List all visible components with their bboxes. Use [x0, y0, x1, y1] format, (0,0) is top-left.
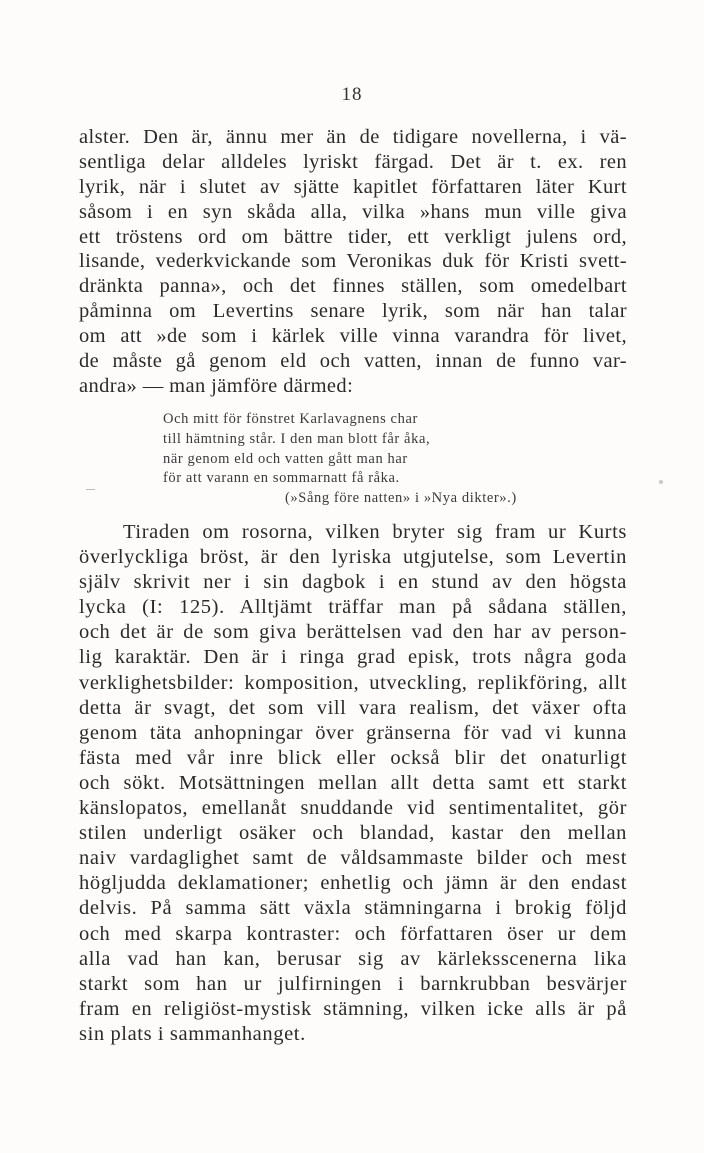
page-number: 18 [341, 84, 363, 105]
text-line: sentliga delar alldeles lyriskt färgad. Det är t. ex. ren [79, 150, 627, 173]
paragraph-2 [79, 520, 627, 1047]
margin-dot [659, 480, 663, 484]
text-line: dränkta panna», och det finnes ställen, som omedelbart [79, 275, 627, 298]
text-line: påminna om Levertins senare lyrik, som när han talar [79, 300, 627, 323]
text-line: ett tröstens ord om bättre tider, ett verkligt julens ord, [79, 225, 627, 248]
text-line: Tiraden om rosorna, vilken bryter sig fram ur Kurts [123, 521, 627, 543]
text-line: starkt som han ur julfirningen i barnkrubban besvärjer [79, 972, 627, 995]
poem-quote [163, 410, 517, 509]
text-line: andra» — man jämföre därmed: [79, 374, 354, 397]
text-line: sin plats i sammanhanget. [79, 1022, 306, 1045]
text-line: lyrik, när i slutet av sjätte kapitlet författaren läter Kurt [79, 175, 627, 198]
poem-line: till hämtning står. I den man blott får åka, [163, 430, 431, 447]
text-line: naiv vardaglighet samt de våldsammaste bilder och mest [79, 847, 627, 870]
text-line: lig karaktär. Den är i ringa grad episk, trots några goda [79, 646, 627, 669]
text-line: alster. Den är, ännu mer än de tidigare novellerna, i vä- [79, 126, 627, 148]
text-line: genom täta anhopningar över gränserna för vad vi kunna [79, 721, 627, 744]
text-line: själv skrivit ner i sin dagbok i en stund av den högsta [79, 571, 627, 594]
text-line: känslopatos, emellanåt snuddande vid sentimentalitet, gör [79, 797, 627, 820]
poem-line: Och mitt för fönstret Karlavagnens char [163, 411, 418, 427]
text-line: alla vad han kan, berusar sig av kärleksscenerna lika [79, 947, 627, 970]
text-line: och det är de som giva berättelsen vad den har av person- [79, 621, 627, 644]
paragraph-1 [79, 125, 627, 399]
text-line: och sökt. Motsättningen mellan allt detta samt ett starkt [79, 771, 627, 794]
text-line: fram en religiöst-mystisk stämning, vilken icke alls är på [79, 997, 627, 1020]
text-line: om att »de som i kärlek ville vinna varandra för livet, [79, 325, 627, 348]
text-line: stilen underligt osäker och blandad, kastar den mellan [79, 822, 627, 845]
text-line: lycka (I: 125). Alltjämt träffar man på sådana ställen, [79, 596, 627, 619]
text-line: verklighetsbilder: komposition, utveckling, replikföring, allt [79, 671, 627, 694]
text-line: högljudda deklamationer; enhetlig och jämn är den endast [79, 872, 627, 895]
margin-mark [86, 489, 95, 490]
text-line: såsom i en syn skåda alla, vilka »hans mun ville giva [79, 200, 627, 223]
text-line: lisande, vederkvickande som Veronikas duk för Kristi svett- [79, 250, 627, 273]
text-line: fästa med vår inre blick eller också blir det onaturligt [79, 746, 627, 769]
poem-line: när genom eld och vatten gått man har [163, 450, 408, 467]
text-line: överlyckliga bröst, är den lyriska utgjutelse, som Levertin [79, 546, 627, 569]
poem-line: för att varann en sommarnatt få råka. [163, 470, 400, 487]
text-line: de måste gå genom eld och vatten, innan de funno var- [79, 350, 627, 373]
poem-citation: (»Sång före natten» i »Nya dikter».) [285, 490, 517, 507]
text-line: detta är svagt, det som vill vara realism, det växer ofta [79, 696, 627, 719]
text-line: och med skarpa kontraster: och författaren öser ur dem [79, 922, 627, 945]
text-line: delvis. På samma sätt växla stämningarna i brokig följd [79, 897, 627, 920]
